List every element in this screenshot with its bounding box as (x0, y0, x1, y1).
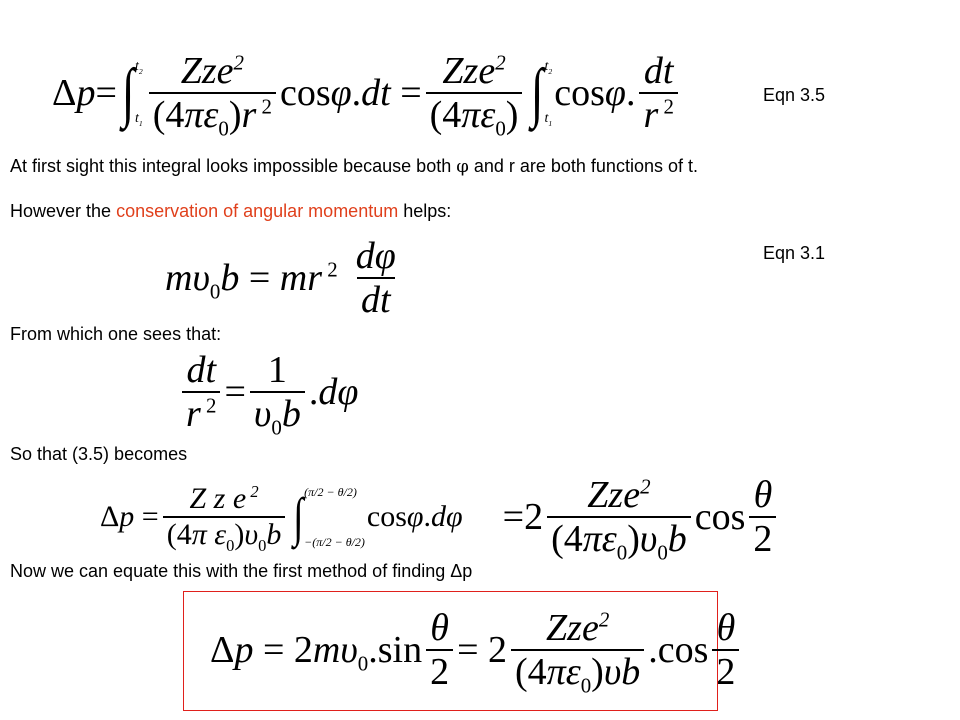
final-equation: $\Delta p = 2m\upsilon_0.\sin$ $\frac{\theta}{2}$ = 2 $\frac{Zze^2}{(4\pi\varepsilon_0)\upsilon b}$ .cos $\frac{\theta}{2}$ (210, 600, 743, 700)
intro-paragraph (10, 155, 698, 178)
however-text: However the (10, 201, 117, 221)
so-that-text: So that (3.5) becomes (10, 444, 188, 464)
phi-symbol: φ (456, 156, 469, 177)
angular-momentum-highlight: conservation of angular momentum (116, 201, 399, 221)
equation-3-1: $m\upsilon_0b$ = mr $^2$ $\frac{d\varphi}{dt}$ (165, 235, 396, 321)
equation-3-5: Δp= ∫ $t_2$ $t_1$ $\frac{Zze^2}{(4\pi\varepsilon_0)r ^2}$ cosφ.dt = $\frac{Zze^2}{(4\pi\varepsilon_0)}$ ∫ $t_2$ $t_1$ cosφ. $\frac{dt}{r ^2}$ (52, 50, 682, 135)
from-which-text: From which one sees that: (10, 324, 222, 344)
equation-substituted: Δp = $\frac{Z z e ^2}{(4\pi \varepsilon_0)\upsilon_0b}$ ∫ (π/2 − θ/2) −(π/2 − θ/2) cosφ.dφ =2 $\frac{Zze^2}{(4\pi\varepsilon_0)\upsilon_0b}$ cos $\frac{\theta}{2}$ (100, 474, 780, 560)
intro-text: At first sight this integral looks impossible because both (10, 156, 457, 176)
however-text-end: helps: (398, 201, 452, 221)
however-paragraph (10, 200, 451, 222)
eqn-3-1-label: Eqn 3.1 (763, 243, 826, 263)
intro-text-end: and r are both functions of t. (468, 156, 698, 176)
eqn-3-5-label: Eqn 3.5 (763, 85, 826, 105)
equation-dt-over-r2: $\frac{dt}{r ^2}$ = $\frac{1}{\upsilon_0b}$ .dφ (178, 352, 358, 432)
now-equate-text: Now we can equate this with the first method of finding Δp (10, 561, 473, 581)
